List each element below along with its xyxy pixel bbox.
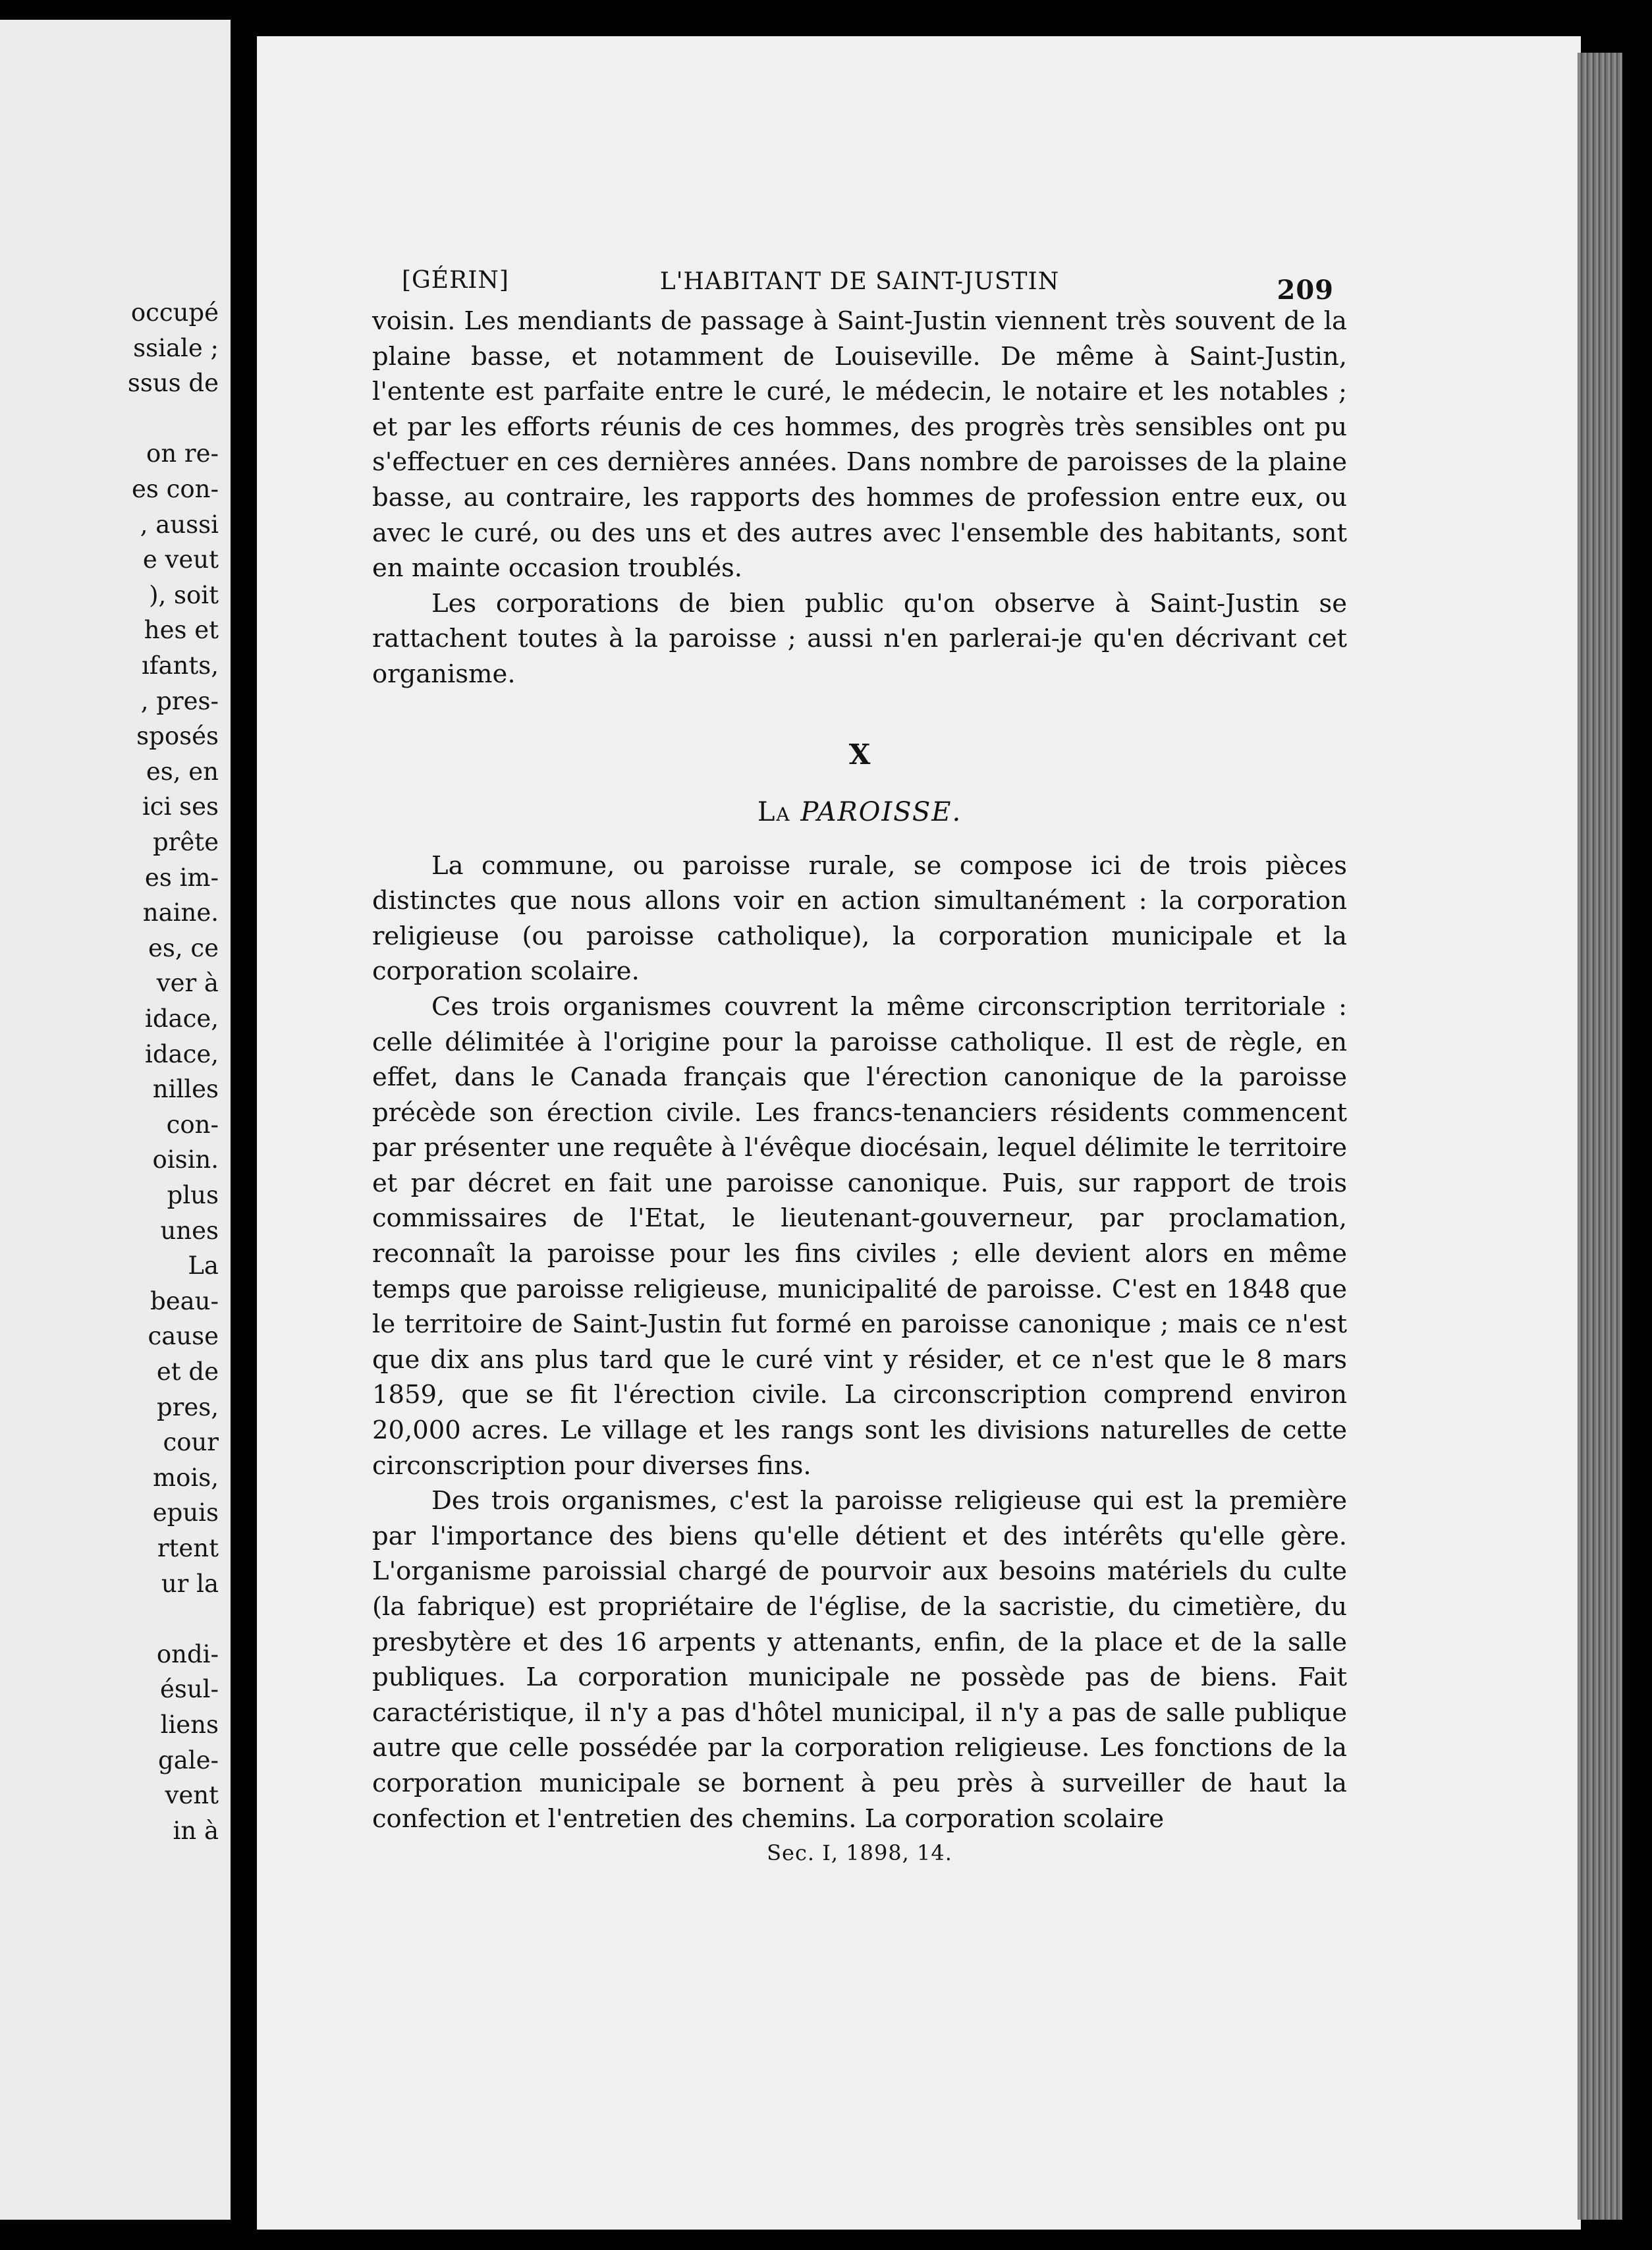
left-page-fragment: oisin. — [152, 1145, 219, 1174]
paragraph: Les corporations de bien public qu'on observe à Saint-Justin se rattachent toutes à la paroisse ; aussi n'en parlerai-je qu'en décrivant cet organisme. — [372, 588, 1347, 689]
left-page-fragment: mois, — [153, 1463, 219, 1492]
left-page-fragment: nilles — [152, 1075, 219, 1104]
left-page-fragment: gale- — [158, 1745, 219, 1774]
left-page-fragment: ıfants, — [141, 651, 219, 680]
left-page-fragment: prête — [152, 828, 219, 856]
left-page-fragment: idace, — [145, 1039, 219, 1068]
chapter-title-prefix: La — [757, 796, 791, 827]
left-page-fragment: e veut — [142, 545, 219, 574]
left-page-fragment: La — [188, 1251, 219, 1280]
left-page-fragment: vent — [165, 1781, 219, 1810]
left-page-fragment: ici ses — [142, 792, 219, 821]
left-page-fragment: rtent — [157, 1534, 219, 1562]
left-page-fragment: beau- — [150, 1286, 219, 1315]
left-page-fragment: occupé — [130, 298, 219, 327]
left-page-fragment: ssus de — [127, 369, 219, 398]
left-page-fragment: es, ce — [148, 933, 219, 962]
left-page-fragment: ssiale ; — [133, 333, 219, 362]
left-page-fragment: con- — [166, 1110, 219, 1139]
left-page-fragment: , pres- — [140, 686, 219, 715]
chapter-title — [372, 797, 1347, 837]
left-page-fragment: naine. — [142, 898, 219, 927]
left-page-fragment: hes et — [144, 616, 219, 645]
page-stack-edge — [1578, 53, 1622, 2220]
running-header — [372, 260, 1347, 304]
left-page-fragment: unes — [160, 1216, 219, 1245]
paragraph: La commune, ou paroisse rurale, se compose ici de trois pièces distinctes que nous allons voir en action simultanément : la corporation religieuse (ou paroisse catholique), la corporation municipale et la corporation scolaire. — [372, 850, 1347, 987]
left-page-fragment: liens — [160, 1711, 219, 1739]
left-page-fragment: ésul- — [159, 1675, 219, 1704]
paragraph: voisin. Les mendiants de passage à Saint-Justin viennent très souvent de la plaine basse, et notamment de Louiseville. De même à Saint-Justin, l'entente est parfaite entre le curé, le médecin, le notaire et les notables ; et par les efforts réunis de ces hommes, des progrès très sensibles ont pu s'effectuer en ces dernières années. Dans nombre de paroisses de la plaine basse, au contraire, les rapports des hommes de profession entre eux, ou avec le curé, ou des uns et des autres avec l'ensemble des habitants, sont en mainte occasion troublés. — [372, 306, 1347, 584]
chapter-number: X — [848, 738, 871, 771]
left-page-fragment: ur la — [161, 1569, 219, 1598]
previous-page-strip — [0, 20, 231, 2220]
left-page-fragment: ver à — [156, 969, 219, 998]
paragraph: Des trois organismes, c'est la paroisse religieuse qui est la première par l'importance des biens qu'elle détient et des intérêts qu'elle gère. L'organisme paroissial chargé de pourvoir aux besoins matériels du culte (la fabrique) est propriétaire de l'église, de la sacristie, du cimetière, du presbytère et des 16 arpents y attenants, enfin, de la place et de la salle publiques. La corporation municipale ne possède pas de biens. Fait caractéristique, il n'y a pas d'hôtel municipal, il n'y a pas de salle publique autre que celle possédée par la corporation religieuse. Les fonctions de la corporation municipale se bornent à peu près à surveiller de haut la confection et l'entretien des chemins. La corporation scolaire — [372, 1486, 1347, 1834]
chapter-title-main: PAROISSE. — [800, 796, 962, 827]
left-page-fragment: es, en — [146, 757, 219, 786]
left-page-fragment: et de — [156, 1358, 219, 1386]
author-tag: [GÉRIN] — [402, 267, 509, 294]
left-page-fragment: sposés — [136, 722, 219, 751]
left-page-fragment: , aussi — [140, 510, 219, 539]
page-text-block — [372, 260, 1347, 1865]
running-title: L'HABITANT DE SAINT-JUSTIN — [659, 268, 1060, 295]
left-page-fragment: on re- — [146, 439, 219, 468]
left-page-fragment: cause — [148, 1322, 219, 1351]
left-page-fragment: epuis — [152, 1498, 219, 1527]
page-number: 209 — [1277, 275, 1334, 306]
left-page-fragment: plus — [167, 1181, 219, 1209]
left-page-fragment: in à — [173, 1816, 219, 1845]
left-page-fragment: idace, — [145, 1004, 219, 1033]
book-gutter — [231, 0, 257, 2250]
left-page-fragment: ), soit — [149, 580, 219, 609]
left-page-fragment: cour — [163, 1428, 219, 1457]
paragraph: Ces trois organismes couvrent la même circonscription territoriale : celle délimitée à l'origine pour la paroisse catholique. Il est de règle, en effet, dans le Canada français que l'érection canonique de la paroisse précède son érection civile. Les francs-tenanciers résidents commencent par présenter une requête à l'évêque diocésain, lequel délimite le territoire et par décret en fait une paroisse canonique. Puis, sur rapport de trois commissaires de l'Etat, le lieutenant-gouverneur, par proclamation, reconnaît la paroisse pour les fins civiles ; elle devient alors en même temps que paroisse religieuse, municipalité de paroisse. C'est en 1848 que le territoire de Saint-Justin fut formé en paroisse canonique ; mais ce n'est que dix ans plus tard que le curé vint y résider, et ce n'est que le 8 mars 1859, que se fit l'érection civile. La circonscription comprend environ 20,000 acres. Le village et les rangs sont les divisions naturelles de cette circonscription pour diverses fins. — [372, 991, 1347, 1481]
left-page-fragment: pres, — [156, 1392, 219, 1421]
left-page-fragment: es im- — [144, 863, 219, 892]
left-page-fragment: es con- — [132, 475, 219, 503]
left-page-fragment: ondi- — [156, 1639, 219, 1668]
signature-mark: Sec. I, 1898, 14. — [767, 1840, 952, 1866]
